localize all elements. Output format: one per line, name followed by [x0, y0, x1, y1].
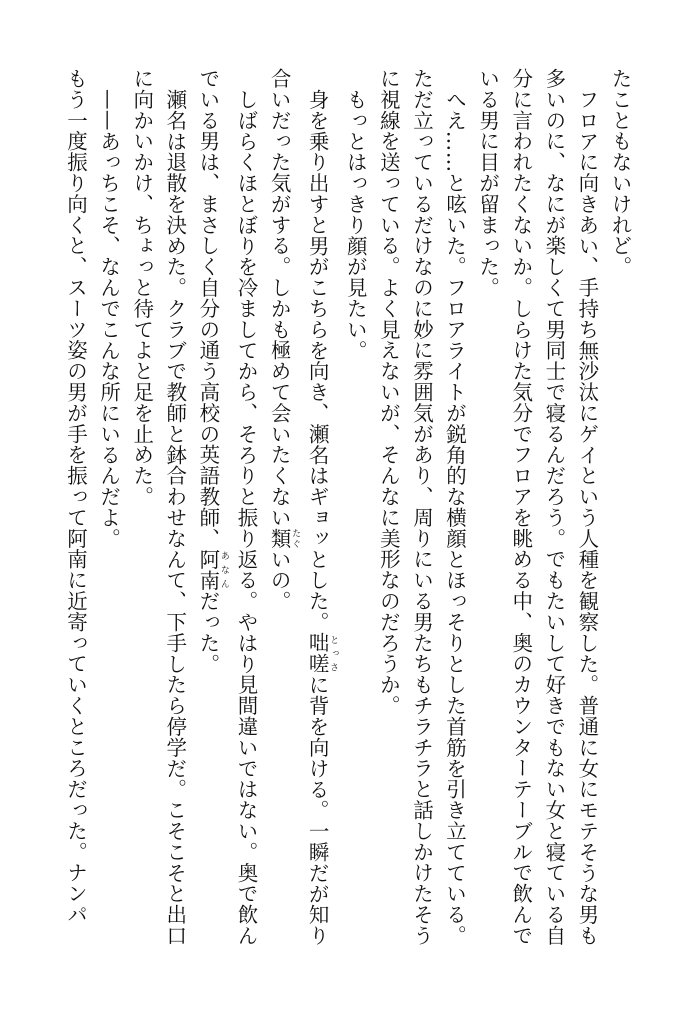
text-line-2: フロアに向きあい、手持ち無沙汰にゲイという人種を観察した。普通に女にモテそうな男も: [574, 88, 599, 946]
ruby-anan: 阿南 あなん: [195, 548, 229, 591]
text-line-9: もっとはっきり顔が見たい。: [343, 88, 368, 361]
text-line-1: たこともないけれど。: [608, 68, 632, 277]
text-line-5: いる男に目が留まった。: [475, 68, 500, 298]
text-line-10: 身を乗り出すと男がこちらを向き、瀬名はギョッとした。咄嗟 とっさに背を向ける。一瞬だが知り: [305, 88, 339, 946]
ruby-tossa: 咄嗟 とっさ: [305, 631, 339, 674]
vertical-text-block: [56, 68, 636, 968]
text-line-12: しばらくほとぼりを冷ましてから、そろりと振り返る。やはり見間違いではない。奥で飲ん: [233, 88, 258, 946]
text-line-15: に向かいかけ、ちょっと待てよと足を止めた。: [129, 68, 154, 507]
text-line-4: 分に言われたくないか。しらけた気分でフロアを眺める中、奥のカウンターテーブルで飲んで: [508, 68, 533, 946]
text-line-11: 合いだった気がする。しかも極めて会いたくない類 たぐいの。: [267, 68, 301, 612]
text-line-3: 多いのに、なにが楽しくて男同士で寝るんだろう。でもたいして好きでもない女と寝ている自: [541, 68, 566, 946]
text-line-8: に視線を送っている。よく見えないが、そんなに美形なのだろうか。: [376, 68, 401, 716]
text-line-7: ただ立っているだけなのに妙に雰囲気があり、周りにいる男たちもチラチラと話しかけたそう: [409, 68, 434, 946]
text-line-14: 瀬名は退散を決めた。クラブで教師と鉢合わせなんて、下手したら停学だ。こそこそと出口: [162, 88, 187, 946]
text-line-13: でいる男は、まさしく自分の通う高校の英語教師、阿南 あなんだった。: [195, 68, 229, 675]
ruby-tagui: 類 たぐ: [267, 527, 301, 549]
text-line-16: ——あっちこそ、なんでこんな所にいるんだよ。: [96, 88, 121, 549]
text-line-6: へえ……と呟いた。フロアライトが鋭角的な横顔とほっそりとした首筋を引き立てている。: [442, 88, 467, 946]
text-line-17: もう一度振り向くと、スーツ姿の男が手を振って阿南に近寄っていくところだった。ナンパ: [63, 68, 88, 925]
